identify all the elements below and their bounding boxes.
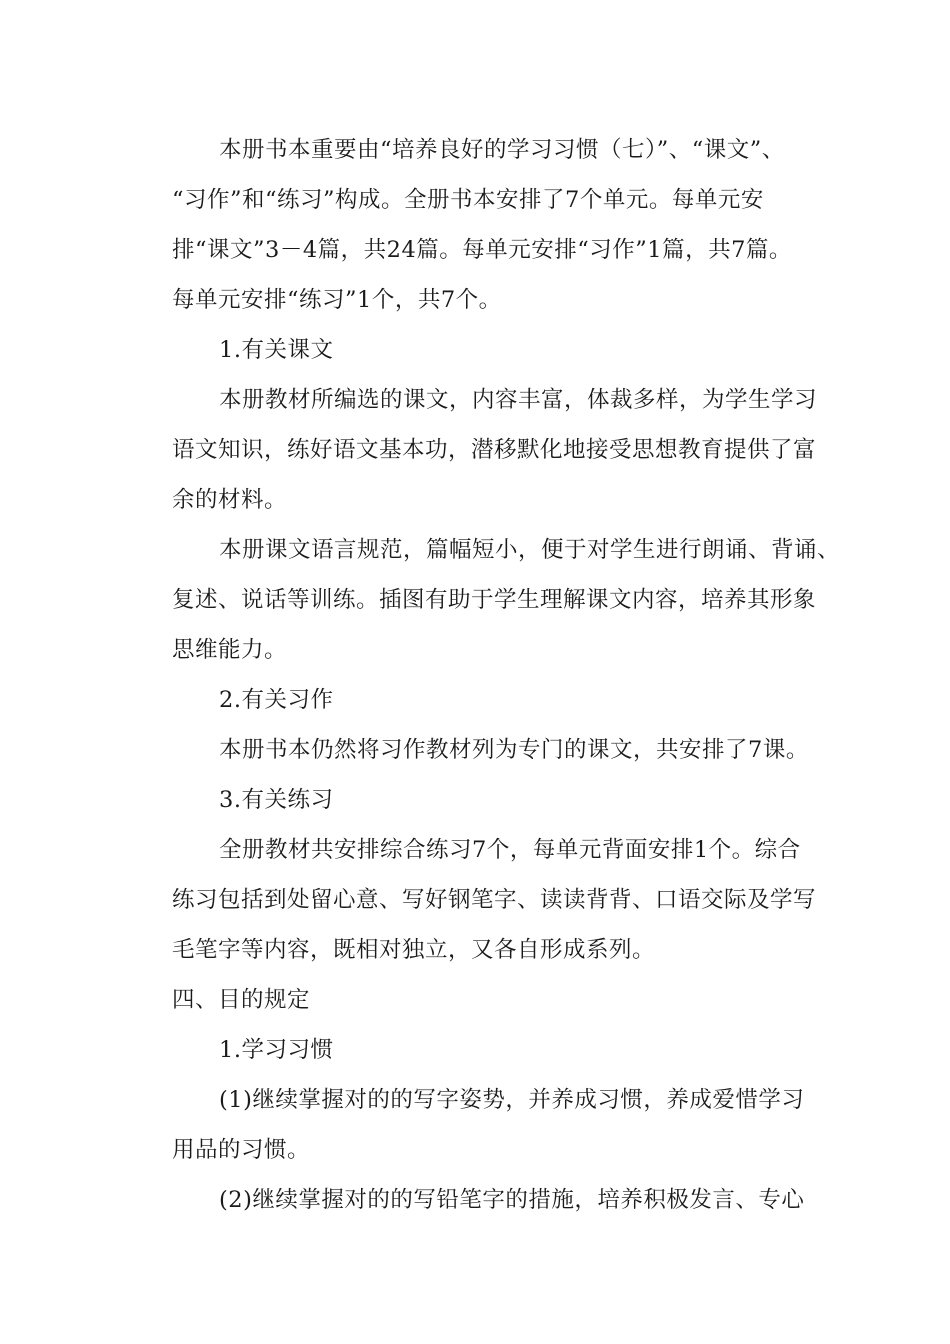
chapter-heading: 四、目的规定 — [172, 987, 311, 1013]
text-line: 本册书本仍然将习作教材列为专门的课文，共安排了7课。 — [219, 737, 809, 763]
text-line: 本册课文语言规范，篇幅短小，便于对学生进行朗诵、背诵、 — [219, 537, 841, 563]
section-heading: 1.有关课文 — [219, 337, 334, 363]
text-line: 每单元安排“练习”1个，共7个。 — [172, 287, 502, 313]
section-heading: 2.有关习作 — [219, 687, 334, 713]
text-line: (1)继续掌握对的的写字姿势，并养成习惯，养成爱惜学习 — [219, 1087, 805, 1113]
text-line: 语文知识，练好语文基本功，潜移默化地接受思想教育提供了富 — [172, 437, 817, 463]
text-line: 复述、说话等训练。插图有助于学生理解课文内容，培养其形象 — [172, 587, 817, 613]
text-line: 毛笔字等内容，既相对独立，又各自形成系列。 — [172, 937, 656, 963]
text-line: 余的材料。 — [172, 487, 288, 513]
text-line: 练习包括到处留心意、写好钢笔字、读读背背、口语交际及学写 — [172, 887, 817, 913]
text-line: (2)继续掌握对的的写铅笔字的措施，培养积极发言、专心 — [219, 1187, 805, 1213]
text-line: “习作”和“练习”构成。全册书本安排了7个单元。每单元安 — [172, 187, 764, 213]
section-heading: 1.学习习惯 — [219, 1037, 334, 1063]
text-line: 排“课文”3－4篇，共24篇。每单元安排“习作”1篇，共7篇。 — [172, 237, 792, 263]
section-heading: 3.有关练习 — [219, 787, 334, 813]
text-line: 本册教材所编选的课文，内容丰富，体裁多样，为学生学习 — [219, 387, 818, 413]
text-line: 用品的习惯。 — [172, 1137, 311, 1163]
text-line: 全册教材共安排综合练习7个，每单元背面安排1个。综合 — [219, 837, 801, 863]
text-line: 思维能力。 — [172, 637, 288, 663]
text-line: 本册书本重要由“培养良好的学习习惯（七）”、“课文”、 — [219, 137, 785, 163]
